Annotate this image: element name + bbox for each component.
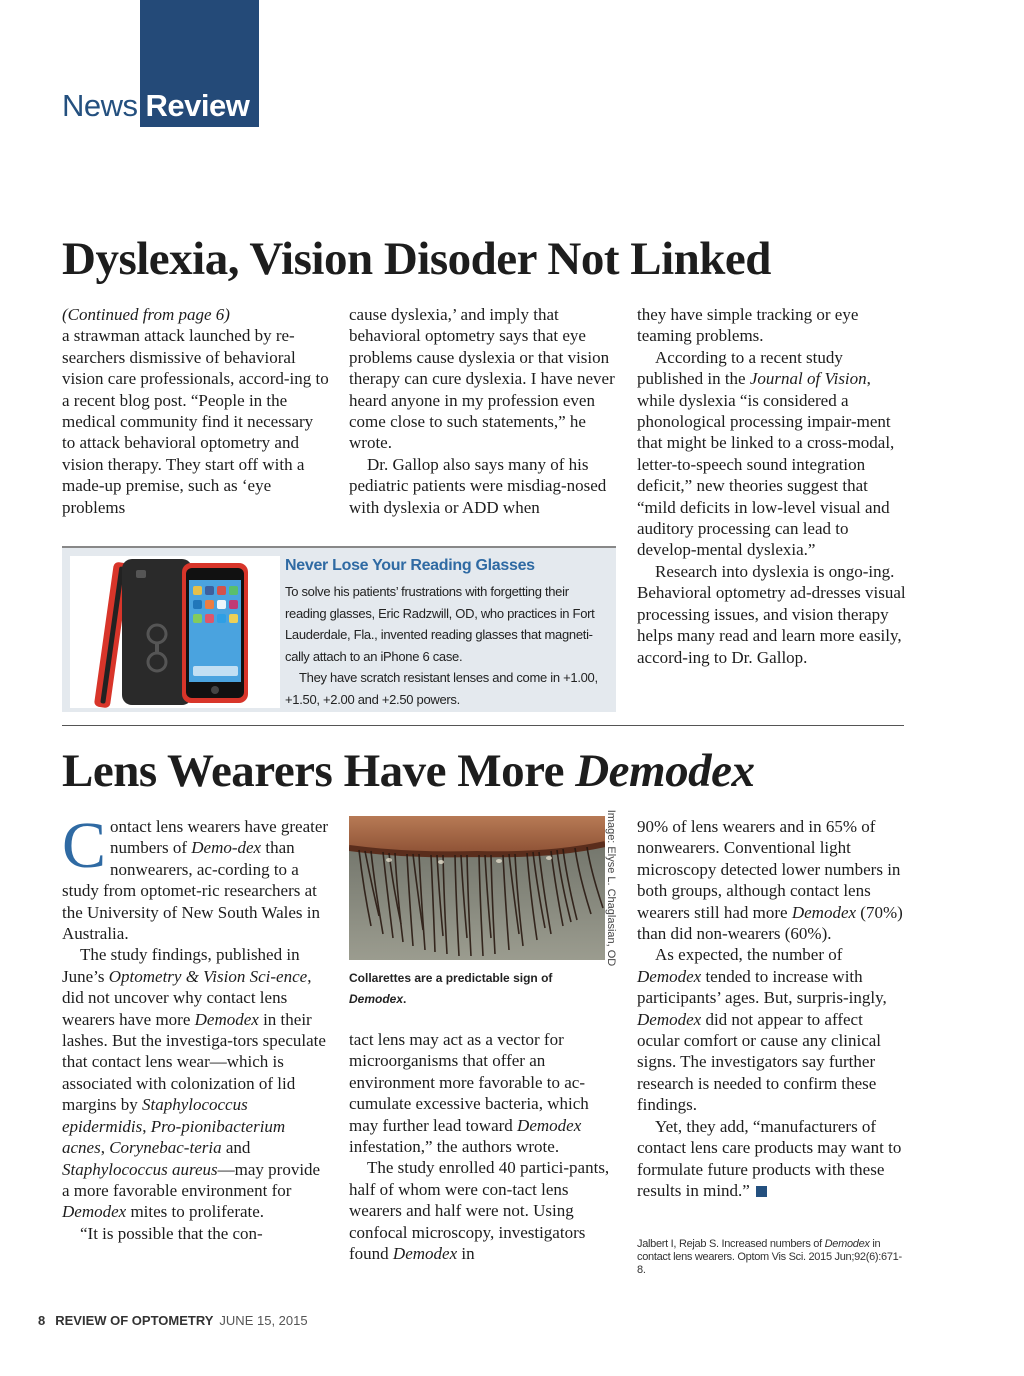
article2-column-1 xyxy=(62,809,330,1244)
paragraph: Yet, they add, “manufacturers of contact lens care products may want to formulate future products with these results in mind.” xyxy=(637,1116,902,1200)
paragraph: Dr. Gallop also says many of his pediatric patients were misdiag-nosed with dyslexia or ADD when xyxy=(349,454,607,517)
magazine-name: REVIEW OF OPTOMETRY xyxy=(55,1313,214,1328)
article2-column-3 xyxy=(637,816,907,1201)
page-footer xyxy=(38,1313,308,1328)
eyelash-photo xyxy=(349,816,605,960)
headline-demodex: Lens Wearers Have More Demodex xyxy=(62,745,755,797)
citation: Jalbert I, Rejab S. Increased numbers of Demodex in contact lens wearers. Optom Vis Sci. 2015 Jun;92(6):671-8. xyxy=(637,1238,902,1276)
headline-dyslexia: Dyslexia, Vision Disoder Not Linked xyxy=(62,233,771,285)
paragraph: “It is possible that the con- xyxy=(80,1223,263,1243)
phone-case-illustration xyxy=(70,556,280,708)
photo-credit: Image: Elyse L. Chaglasian, OD xyxy=(605,809,617,967)
paragraph: According to a recent study published in the Journal of Vision, while dyslexia “is considered a phonological processing impair-ment that might be linked to a cross-modal, letter-to-speech sound integration deficit,” new theories suggest that “mild deficits in low-level visual and auditory processing can lead to develop-mental dyslexia.” xyxy=(637,347,895,560)
issue-date: JUNE 15, 2015 xyxy=(219,1313,308,1328)
journal-name: Optometry & Vision Sci-ence xyxy=(108,966,308,986)
end-mark-icon xyxy=(756,1186,767,1197)
paragraph: As expected, the number of Demodex tended to increase with participants’ ages. But, surpris-ingly, Demodex did not appear to affect ocular comfort or cause any clinical signs. The investigators say further research is needed to confirm these findings. xyxy=(637,945,887,1115)
section-divider xyxy=(62,725,904,726)
article1-column-2 xyxy=(349,304,619,518)
paragraph: Contact lens wearers have greater numbers of Demo-dex than nonwearers, ac-cording to a study from optomet-ric researchers at the University of New South Wales in Australia. xyxy=(62,809,329,944)
journal-name: Journal of Vision xyxy=(749,369,867,389)
paragraph: The study findings, published in June’s Optometry & Vision Sci-ence, did not uncover why contact lens wearers have more Demodex in their lashes. But the investiga-tors speculate that contact lens wear—which is associated with colonization of lid margins by Staphylococcus epidermidis, Pro-pionibacterium acnes, Corynebac-teria and Staphylococcus aureus—may provide a more favorable environment for Demodex mites to proliferate. xyxy=(62,945,326,1222)
eyelash-illustration xyxy=(349,816,605,960)
sidebar-title: Never Lose Your Reading Glasses xyxy=(285,557,535,574)
sidebar-paragraph: They have scratch resistant lenses and come in +1.00, +1.50, +2.00 and +2.50 powers. xyxy=(285,670,598,707)
continued-note: (Continued from page 6) xyxy=(62,305,230,324)
photo-caption: Collarettes are a predictable sign of Demodex. xyxy=(349,971,553,1006)
paragraph: Research into dyslexia is ongo-ing. Behavioral optometry ad-dresses visual processing issues, and vision therapy helps many read and learn more easily, accord-ing to Dr. Gallop. xyxy=(637,561,906,667)
article1-column-1 xyxy=(62,304,330,518)
article1-column-3 xyxy=(637,304,907,668)
section-news: News xyxy=(62,88,138,123)
phone-case-image xyxy=(70,556,280,708)
sidebar-paragraph: To solve his patients’ frustrations with forgetting their reading glasses, Eric Radzwill, OD, who practices in Fort Lauderdale, Fla., invented reading glasses that magneti-cally attach to an iPhone 6 case. xyxy=(285,584,595,664)
paragraph: they have simple tracking or eye teaming problems. xyxy=(637,305,859,346)
paragraph: a strawman attack launched by re-searchers dismissive of behavioral vision care professionals, accord-ing to a recent blog post. “People in the medical community find it necessary to attack behavioral optometry and vision therapy. They start off with a made-up premise, such as ‘eye problems xyxy=(62,326,329,517)
page-number: 8 xyxy=(38,1313,46,1328)
section-label xyxy=(62,88,249,124)
paragraph: 90% of lens wearers and in 65% of nonwearers. Conventional light microscopy detected lower numbers in both groups, although contact lens wearers still had more Demodex (70%) than did non-wearers (60%). xyxy=(637,817,903,944)
paragraph: tact lens may act as a vector for microorganisms that offer an environment more favorable to ac-cumulate excessive bacteria, which may further lead toward Demodex infestation,” the authors wrote. xyxy=(349,1030,589,1157)
drop-cap: C xyxy=(62,809,107,882)
article2-column-2 xyxy=(349,1029,619,1264)
sidebar-text xyxy=(285,581,607,710)
paragraph: The study enrolled 40 partici-pants, half of whom were con-tact lens wearers and half were not. Using confocal microscopy, investigators found Demodex in xyxy=(349,1158,610,1264)
paragraph: cause dyslexia,’ and imply that behavioral optometry says that eye problems cause dyslexia or that vision therapy can cure dyslexia. I have never heard anyone in my profession even come close to such statements,” he wrote. xyxy=(349,305,615,453)
section-review: Review xyxy=(145,88,250,123)
